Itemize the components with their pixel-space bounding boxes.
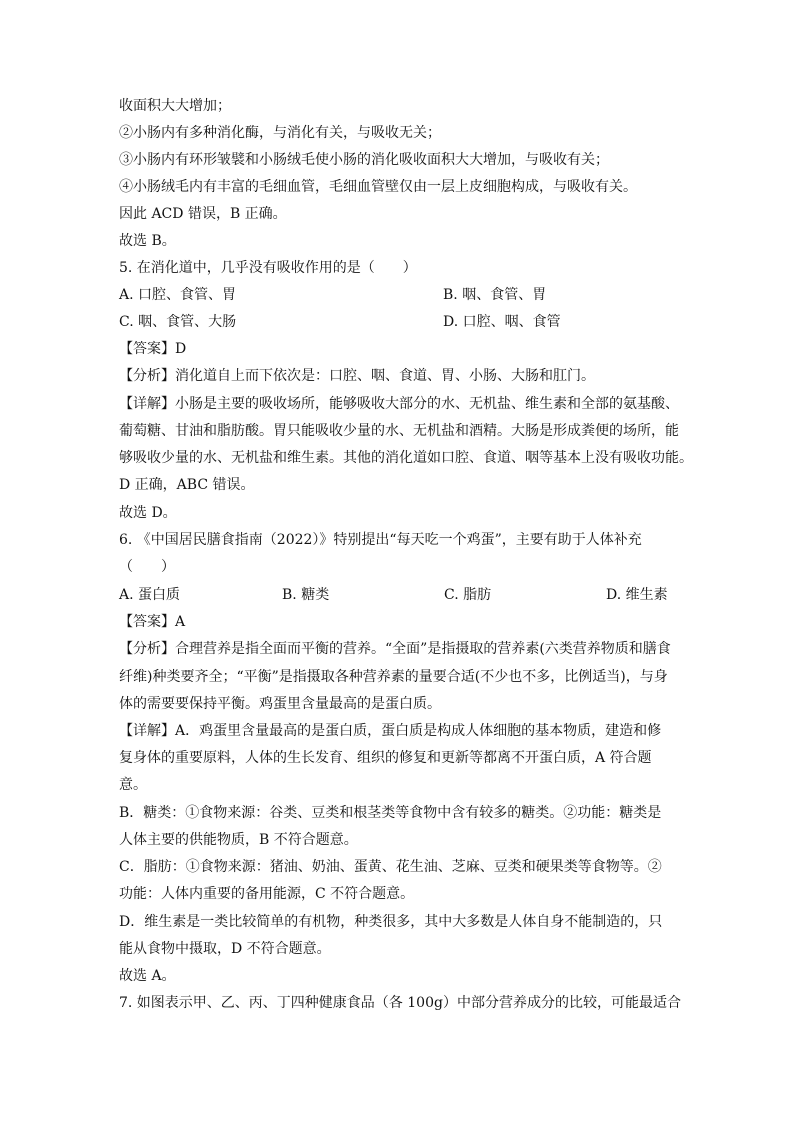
q4-conclusion: 故选 B。 [119, 233, 176, 249]
q6-detail-line: D．维生素是一类比较简单的有机物，种类很多，其中大多数是人体自身不能制造的，只 [119, 914, 663, 930]
q6-option-c: C. 脂肪 [444, 587, 492, 603]
q6-detail-line: 【详解】A．鸡蛋里含量最高的是蛋白质，蛋白质是构成人体细胞的基本物质，建造和修 [119, 723, 662, 739]
q6-option-b: B. 糖类 [282, 587, 330, 603]
q5-detail-line: 葡萄糖、甘油和脂肪酸。胃只能吸收少量的水、无机盐和酒精。大肠是形成粪便的场所，能 [119, 423, 679, 439]
q4-text-line: ③小肠内有环形皱襞和小肠绒毛使小肠的消化吸收面积大大增加，与吸收有关； [119, 152, 609, 168]
q6-stem-blank: （ ） [119, 559, 175, 575]
q5-option-b: B. 咽、食管、胃 [443, 287, 547, 303]
q4-text-line: ②小肠内有多种消化酶，与消化有关，与吸收无关； [119, 125, 441, 141]
q4-text-line: ④小肠绒毛内有丰富的毛细血管，毛细血管壁仅由一层上皮细胞构成，与吸收有关。 [119, 179, 637, 195]
q6-detail-line: 人体主要的供能物质，B 不符合题意。 [119, 832, 358, 848]
q5-detail-line: 够吸收少量的水、无机盐和维生素。其他的消化道如口腔、食道、咽等基本上没有吸收功能。 [119, 450, 693, 466]
q6-answer: 【答案】A [119, 614, 186, 630]
q5-option-a: A. 口腔、食管、胃 [119, 287, 237, 303]
q6-detail-line: 意。 [119, 777, 147, 793]
q6-detail-line: 功能：人体内重要的备用能源，C 不符合题意。 [119, 886, 415, 902]
q4-text-line: 因此 ACD 错误，B 正确。 [119, 206, 287, 222]
q5-detail-line: 【详解】小肠是主要的吸收场所，能够吸收大部分的水、无机盐、维生素和全部的氨基酸、 [119, 396, 679, 412]
q5-stem: 5. 在消化道中，几乎没有吸收作用的是（ ） [119, 260, 417, 276]
q6-analysis-line: 纤维)种类要齐全；“平衡”是指摄取各种营养素的量要合适(不少也不多，比例适当)，与身 [119, 669, 668, 685]
q6-detail-line: B．糖类：①食物来源：谷类、豆类和根茎类等食物中含有较多的糖类。②功能：糖类是 [119, 805, 662, 821]
q6-option-a: A. 蛋白质 [119, 587, 181, 603]
q5-option-c: C. 咽、食管、大肠 [119, 314, 237, 330]
q6-conclusion: 故选 A。 [119, 968, 176, 984]
q5-detail-line: D 正确，ABC 错误。 [119, 477, 255, 493]
q7-stem: 7. 如图表示甲、乙、丙、丁四种健康食品（各 100g）中部分营养成分的比较，可能最适合 [119, 995, 681, 1011]
q6-analysis-line: 【分析】合理营养是指全面而平衡的营养。“全面”是指摄取的营养素(六类营养物质和膳食 [119, 641, 671, 657]
q6-stem: 6. 《中国居民膳食指南（2022）》特别提出“每天吃一个鸡蛋”，主要有助于人体补充 [119, 532, 642, 548]
q6-analysis-line: 体的需要要保持平衡。鸡蛋里含量最高的是蛋白质。 [119, 696, 441, 712]
q6-option-d: D. 维生素 [606, 587, 668, 603]
q5-answer: 【答案】D [119, 341, 187, 357]
q5-option-d: D. 口腔、咽、食管 [443, 314, 561, 330]
q5-analysis: 【分析】消化道自上而下依次是：口腔、咽、食道、胃、小肠、大肠和肛门。 [119, 368, 595, 384]
q4-text-line: 收面积大大增加； [119, 98, 231, 114]
q5-conclusion: 故选 D。 [119, 505, 177, 521]
q6-detail-line: 复身体的重要原料，人体的生长发育、组织的修复和更新等都离不开蛋白质，A 符合题 [119, 750, 652, 766]
q6-detail-line: C．脂肪：①食物来源：猪油、奶油、蛋黄、花生油、芝麻、豆类和硬果类等食物等。② [119, 859, 662, 875]
q6-detail-line: 能从食物中摄取，D 不符合题意。 [119, 941, 331, 957]
